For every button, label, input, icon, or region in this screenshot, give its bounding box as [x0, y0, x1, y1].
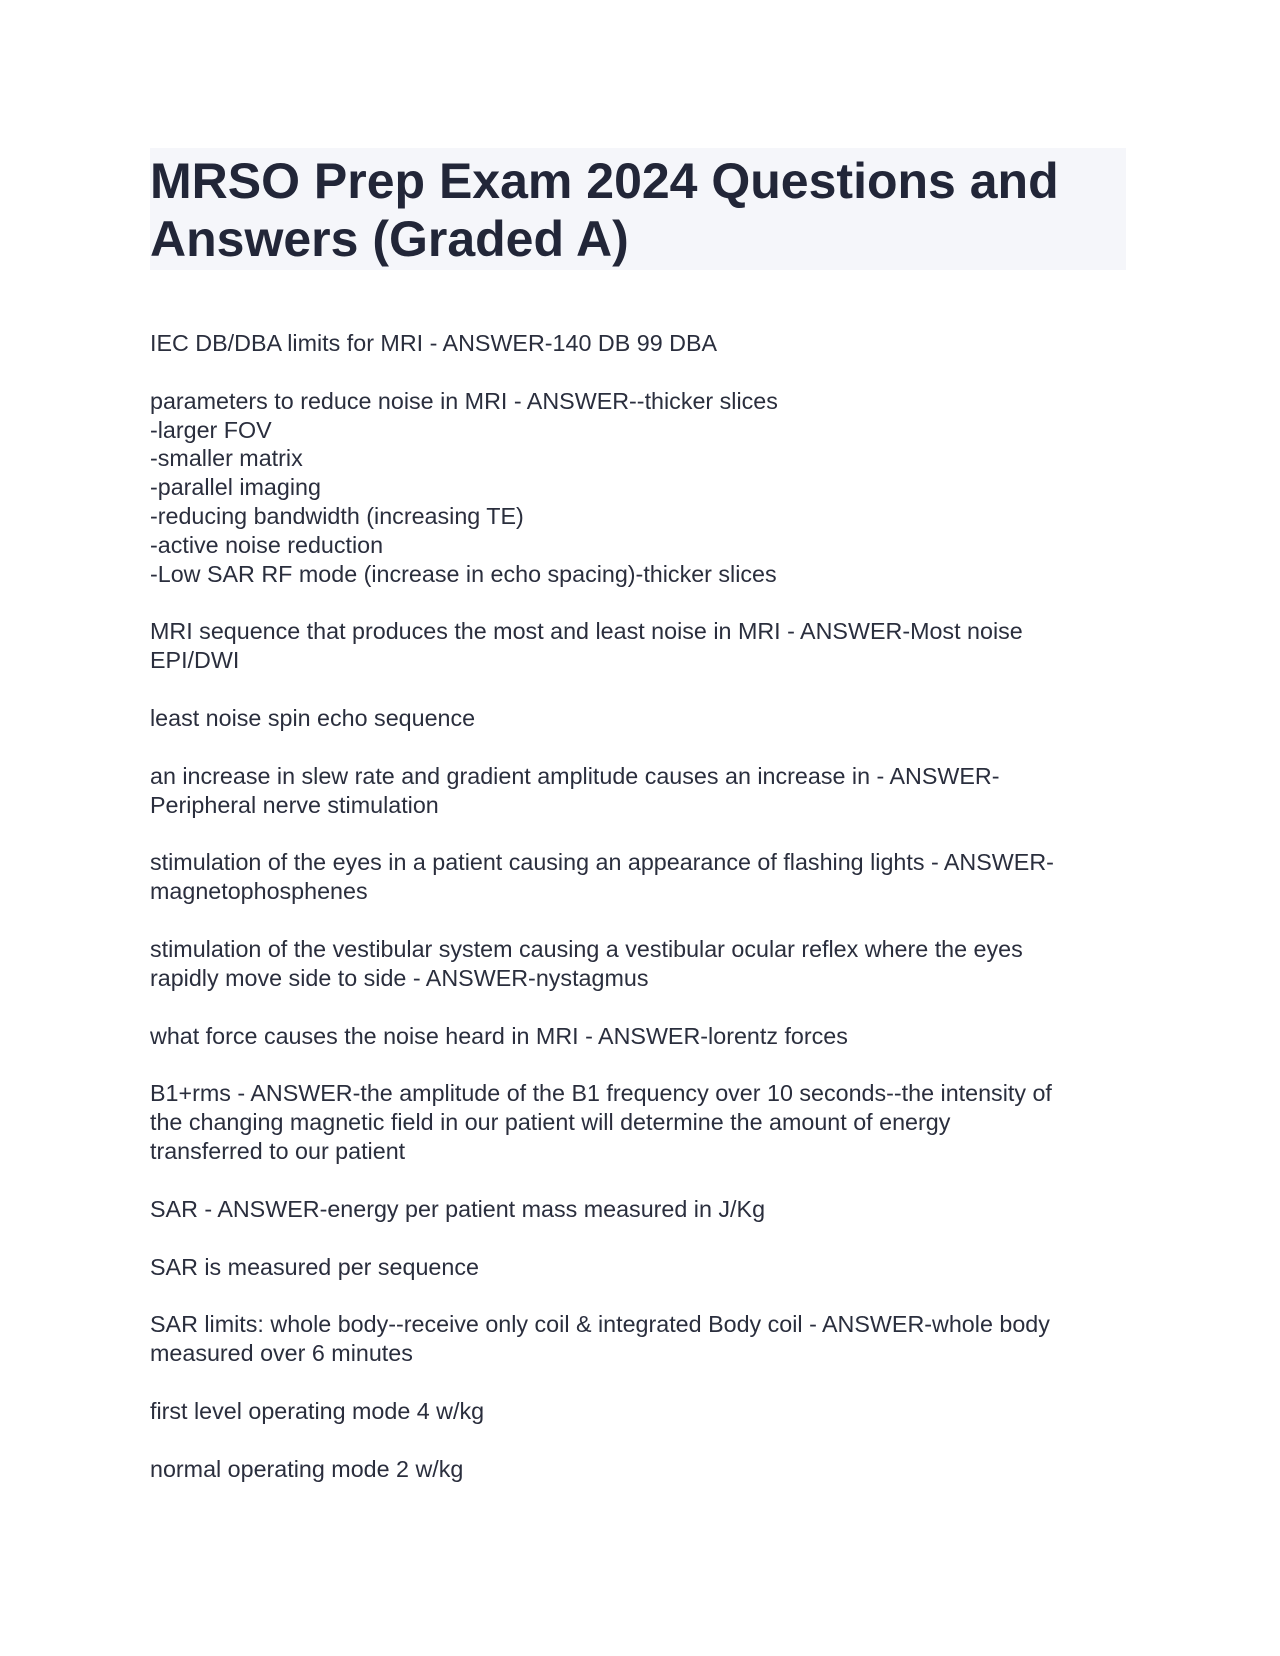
qa-list — [150, 329, 1126, 1484]
qa-entry: first level operating mode 4 w/kg — [150, 1397, 485, 1424]
qa-entry: least noise spin echo sequence — [150, 704, 476, 731]
document-title: MRSO Prep Exam 2024 Questions and Answers (Graded A) — [150, 153, 1059, 267]
qa-entry: IEC DB/DBA limits for MRI - ANSWER-140 DB 99 DBA — [150, 330, 718, 356]
qa-entry: stimulation of the vestibular system causing a vestibular ocular reflex where the eyes rapidly move side to side - ANSWER-nystagmus — [150, 935, 1023, 991]
qa-entry: normal operating mode 2 w/kg — [150, 1455, 464, 1482]
qa-entry: stimulation of the eyes in a patient causing an appearance of flashing lights - ANSWER- magnetophosphenes — [150, 849, 1054, 905]
qa-entry: an increase in slew rate and gradient amplitude causes an increase in - ANSWER- Peripheral nerve stimulation — [150, 762, 1000, 818]
qa-entry: B1+rms - ANSWER-the amplitude of the B1 frequency over 10 seconds--the intensity of the changing magnetic field in our patient will determine the amount of energy transferred to our patient — [150, 1080, 1052, 1164]
qa-entry: MRI sequence that produces the most and least noise in MRI - ANSWER-Most noise EPI/DWI — [150, 618, 1023, 674]
qa-entry: SAR limits: whole body--receive only coil & integrated Body coil - ANSWER-whole body measured over 6 minutes — [150, 1311, 1050, 1367]
qa-entry: parameters to reduce noise in MRI - ANSWER--thicker slices -larger FOV -smaller matrix -parallel imaging -reducing bandwidth (increasing TE) -active noise reduction -Low SAR RF mode (increase in echo spacing)-thicker slices — [150, 387, 778, 587]
qa-entry: SAR is measured per sequence — [150, 1253, 479, 1280]
qa-entry: SAR - ANSWER-energy per patient mass measured in J/Kg — [150, 1195, 766, 1222]
qa-entry: what force causes the noise heard in MRI - ANSWER-lorentz forces — [150, 1022, 848, 1049]
document-page — [150, 148, 1126, 1513]
title-block — [150, 148, 1126, 270]
